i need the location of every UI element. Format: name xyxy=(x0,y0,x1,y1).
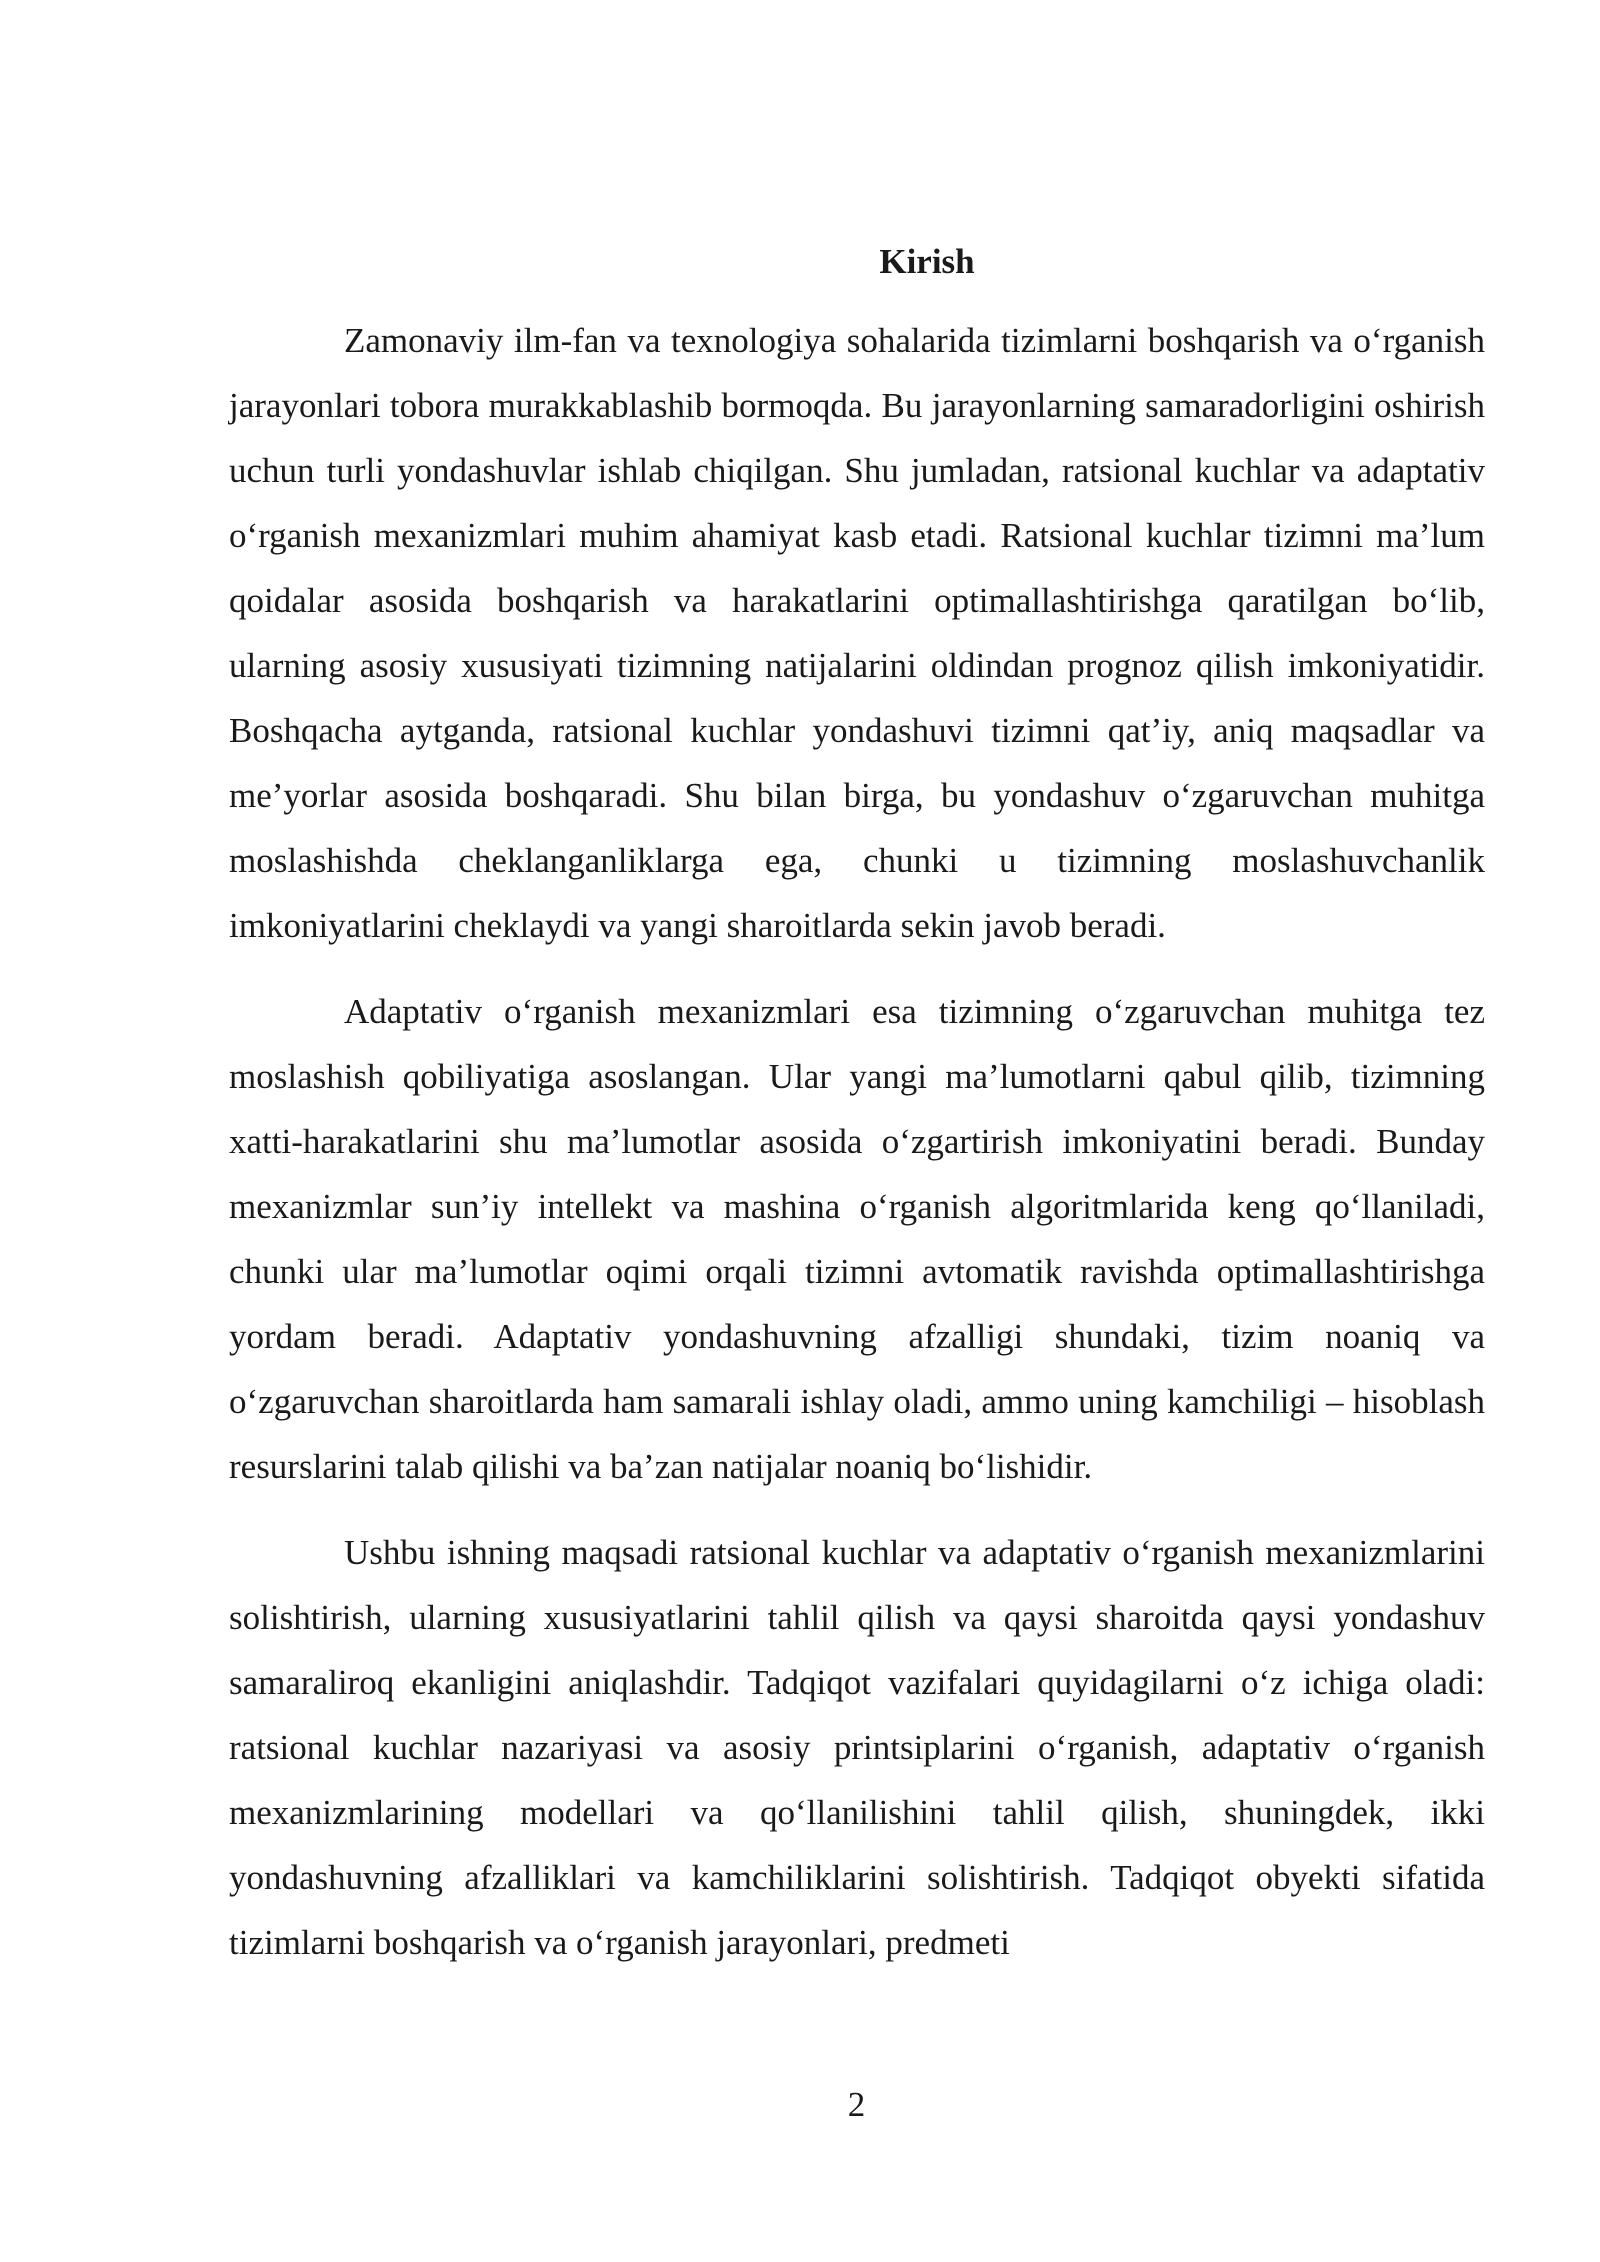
paragraph-2: Adaptativ o‘rganish mexanizmlari esa tizimning o‘zgaruvchan muhitga tez moslashish qobiliyatiga asoslangan. Ular yangi ma’lumotlarni qabul qilib, tizimning xatti-harakatlarini shu ma’lumotlar asosida o‘zgartirish imkoniyatini beradi. Bunday mexanizmlar sun’iy intellekt va mashina o‘rganish algoritmlarida keng qo‘llaniladi, chunki ular ma’lumotlar oqimi orqali tizimni avtomatik ravishda optimallashtirishga yordam beradi. Adaptativ yondashuvning afzalligi shundaki, tizim noaniq va o‘zgaruvchan sharoitlarda ham samarali ishlay oladi, ammo uning kamchiligi – hisoblash resurslarini talab qilishi va ba’zan natijalar noaniq bo‘lishidir. xyxy=(229,992,1485,1486)
page-number: 2 xyxy=(847,2085,866,2124)
paragraph-1: Zamonaviy ilm-fan va texnologiya sohalarida tizimlarni boshqarish va o‘rganish jarayonlari tobora murakkablashib bormoqda. Bu jarayonlarning samaradorligini oshirish uchun turli yondashuvlar ishlab chiqilgan. Shu jumladan, ratsional kuchlar va adaptativ o‘rganish mexanizmlari muhim ahamiyat kasb etadi. Ratsional kuchlar tizimni ma’lum qoidalar asosida boshqarish va harakatlarini optimallashtirishga qaratilgan bo‘lib, ularning asosiy xususiyati tizimning natijalarini oldindan prognoz qilish imkoniyatidir. Boshqacha aytganda, ratsional kuchlar yondashuvi tizimni qat’iy, aniq maqsadlar va me’yorlar asosida boshqaradi. Shu bilan birga, bu yondashuv o‘zgaruvchan muhitga moslashishda cheklanganliklarga ega, chunki u tizimning moslashuvchanlik imkoniyatlarini cheklaydi va yangi sharoitlarda sekin javob beradi. xyxy=(229,321,1485,945)
document-body xyxy=(229,232,1485,1996)
paragraph-3: Ushbu ishning maqsadi ratsional kuchlar va adaptativ o‘rganish mexanizmlarini solishtirish, ularning xususiyatlarini tahlil qilish va qaysi sharoitda qaysi yondashuv samaraliroq ekanligini aniqlashdir. Tadqiqot vazifalari quyidagilarni o‘z ichiga oladi: ratsional kuchlar nazariyasi va asosiy printsiplarini o‘rganish, adaptativ o‘rganish mexanizmlarining modellari va qo‘llanilishini tahlil qilish, shuningdek, ikki yondashuvning afzalliklari va kamchiliklarini solishtirish. Tadqiqot obyekti sifatida tizimlarni boshqarish va o‘rganish jarayonlari, predmeti xyxy=(229,1533,1485,1962)
section-heading: Kirish xyxy=(879,242,975,281)
